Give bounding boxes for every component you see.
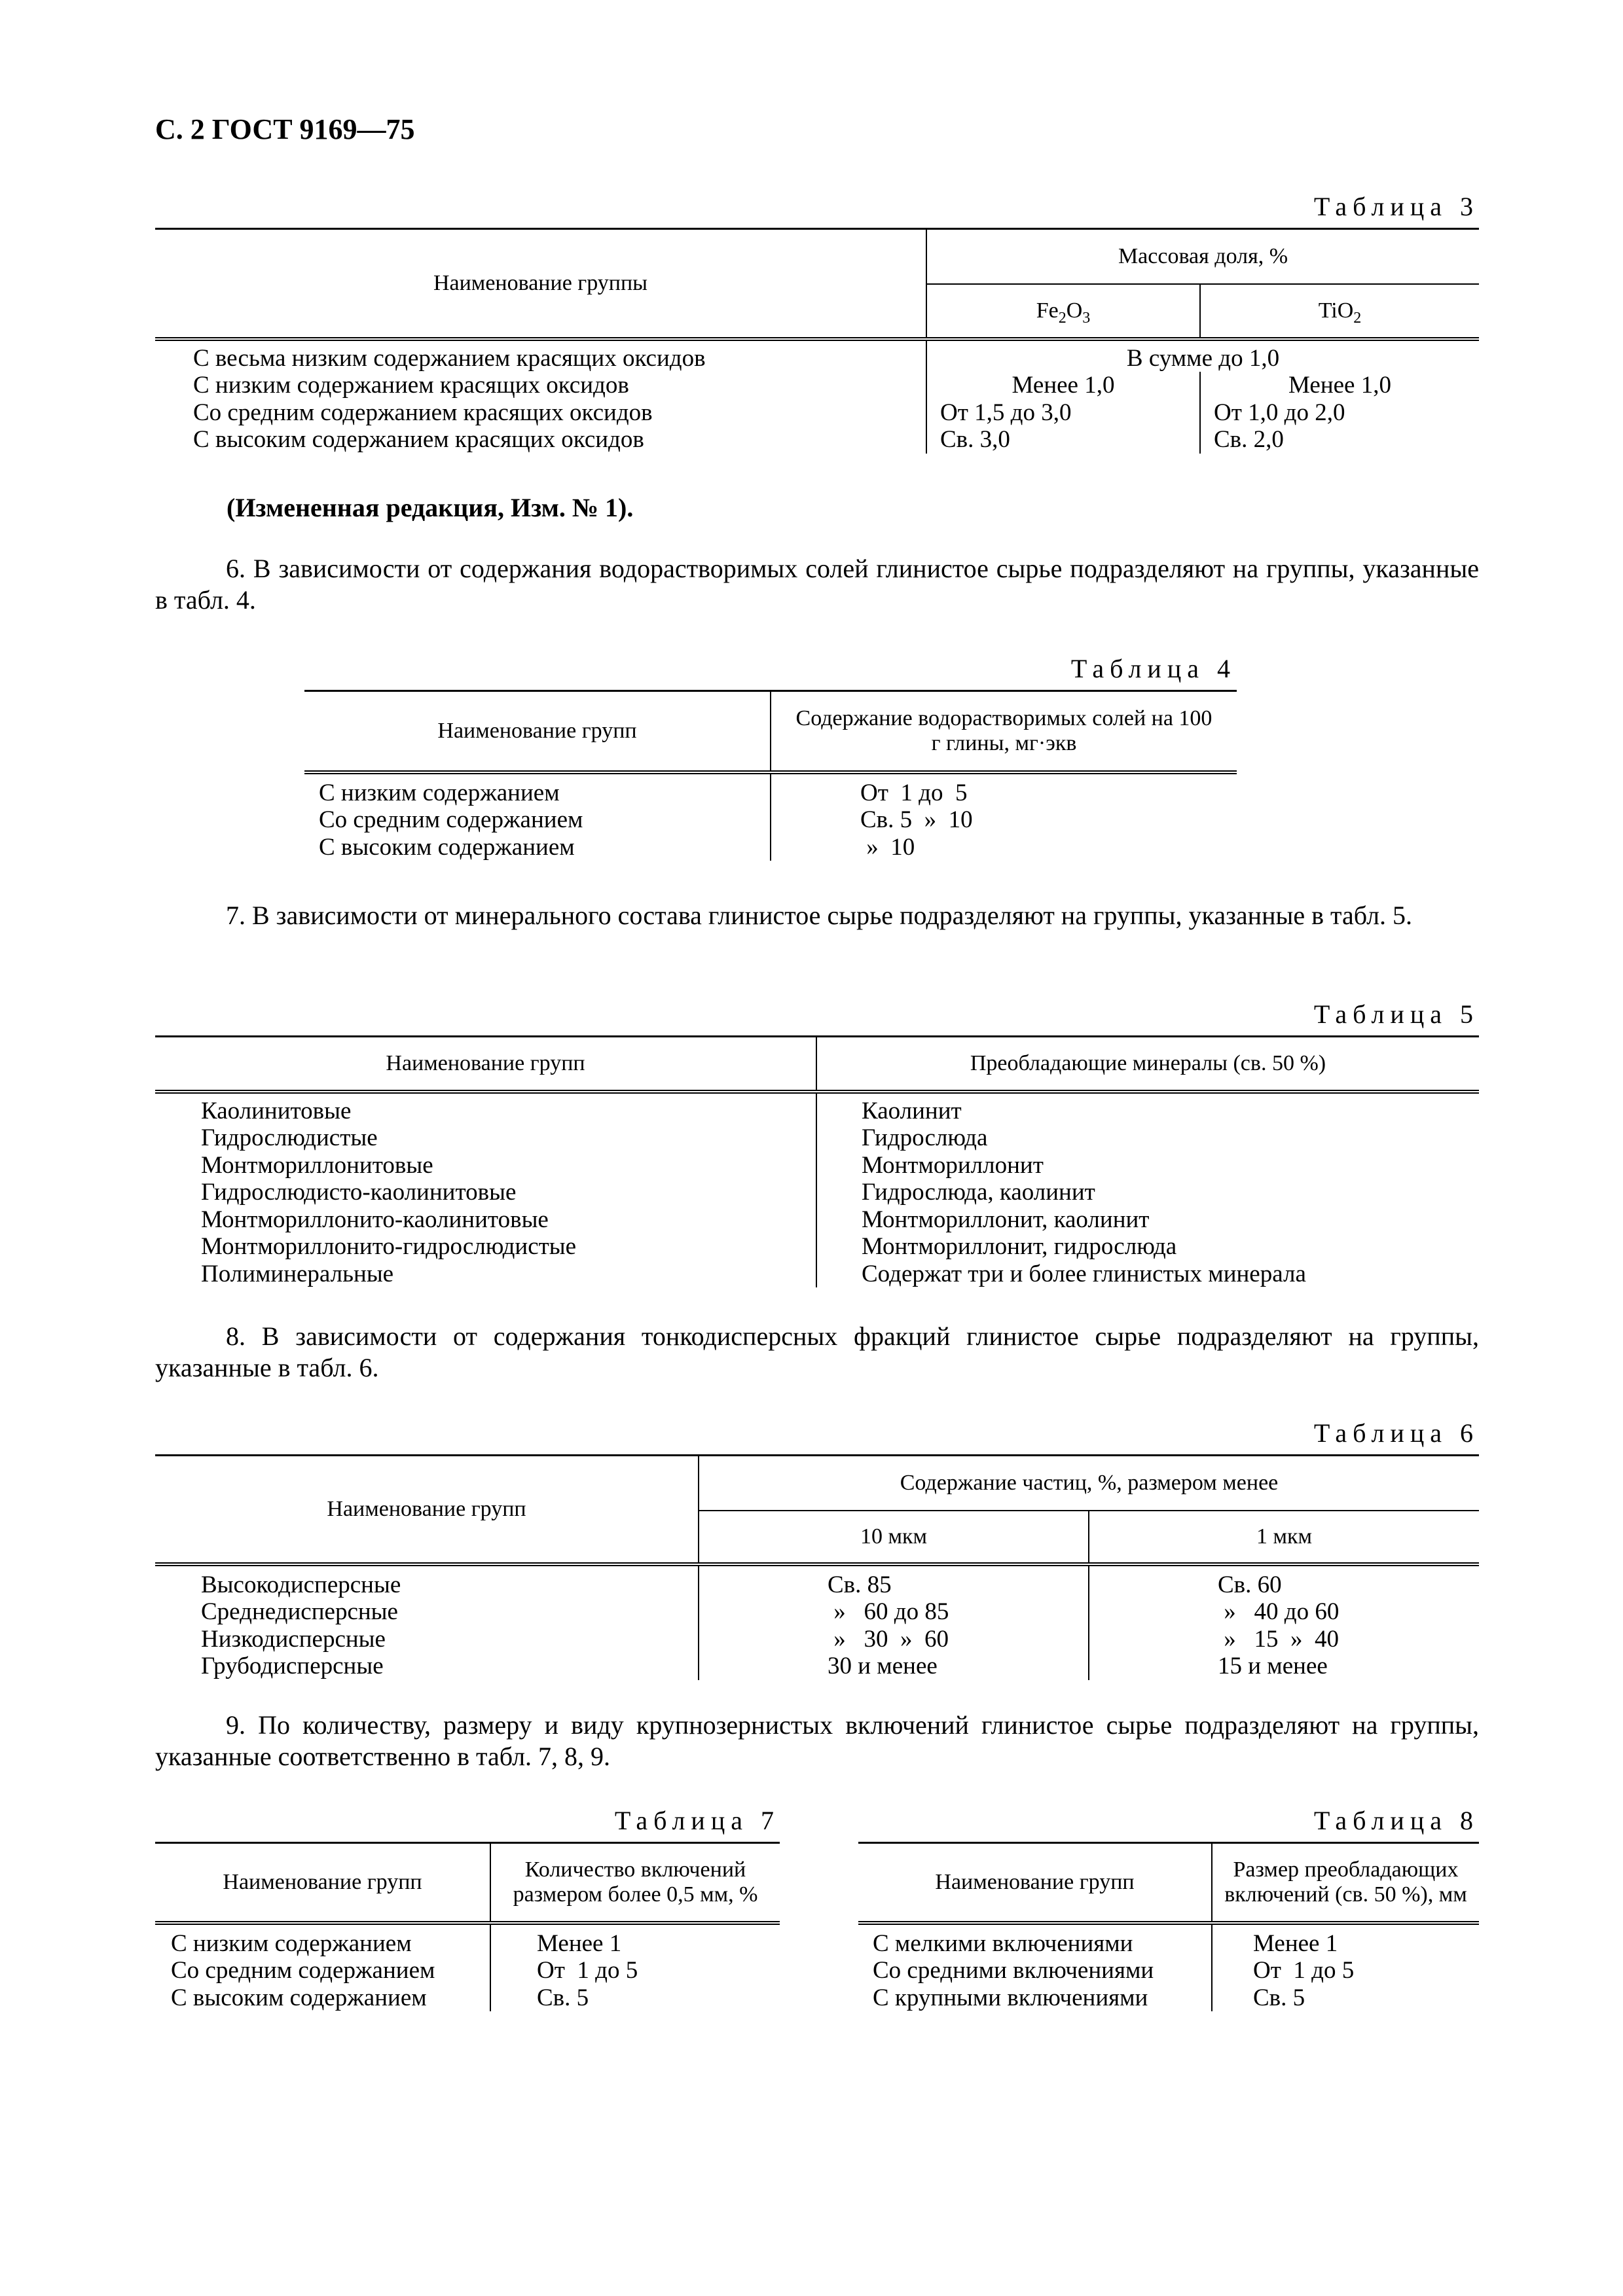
page-header: С. 2 ГОСТ 9169—75: [155, 113, 415, 145]
table5-row5-name: Монтмориллонито-каолинитовые: [155, 1206, 816, 1234]
table-row: [155, 1984, 780, 2012]
table-row: [155, 1206, 1479, 1234]
table8-head-name: Наименование групп: [858, 1843, 1212, 1923]
table3-row2-name: С низким содержанием красящих оксидов: [155, 372, 926, 399]
table8-head-value: Размер преобладающих включений (св. 50 %), мм: [1212, 1843, 1479, 1923]
table7-row1-value: Менее 1: [537, 1929, 622, 1957]
table-row: [155, 1957, 780, 1984]
table5-row3-name: Монтмориллонитовые: [155, 1152, 816, 1179]
table3-row4-fe: Св. 3,0: [926, 426, 1200, 454]
table-row: [155, 1124, 1479, 1152]
table6-row1-v10: Св. 85: [699, 1564, 1089, 1599]
table-row: [858, 1957, 1479, 1984]
table7-row2-name: Со средним содержанием: [155, 1957, 490, 1984]
table5-row4-value: Гидрослюда, каолинит: [862, 1179, 1095, 1206]
table4-row3-value: » 10: [860, 833, 915, 861]
table3-head-fe2o3: $Fe_2O_3$: [926, 284, 1200, 339]
table7-head-name: Наименование групп: [155, 1843, 490, 1923]
paragraph-7: 7. В зависимости от минерального состава глинистое сырье подразделяют на группы, указанные в табл. 5.: [226, 901, 1413, 930]
table6-row2-name: Среднедисперсные: [155, 1598, 699, 1626]
table5-head-value: Преобладающие минералы (св. 50 %): [816, 1037, 1479, 1092]
table6: [155, 1454, 1479, 1680]
table6-row3-v10: » 30 » 60: [699, 1626, 1089, 1653]
table6-head-10: 10 мкм: [699, 1511, 1089, 1564]
table3-caption: Таблица 3: [1313, 192, 1479, 221]
table5-row6-name: Монтмориллонито-гидрослюдистые: [155, 1233, 816, 1261]
table3-row2-fe: Менее 1,0: [926, 372, 1200, 399]
table5-row6-value: Монтмориллонит, гидрослюда: [862, 1233, 1177, 1260]
table-row: [155, 1653, 1479, 1680]
table6-head-group: Содержание частиц, %, размером менее: [699, 1456, 1479, 1511]
table3-row4-name: С высоким содержанием красящих оксидов: [155, 426, 926, 454]
table5-row7-value: Содержат три и более глинистых минерала: [862, 1260, 1306, 1287]
table-row: [155, 1598, 1479, 1626]
table4-row1-name: С низким содержанием: [304, 772, 771, 807]
table7-row2-value: От 1 до 5: [537, 1957, 638, 1984]
table5-row3-value: Монтмориллонит: [862, 1151, 1044, 1179]
table3-row1-merged: В сумме до 1,0: [1126, 344, 1280, 372]
table6-row2-v1: » 40 до 60: [1218, 1598, 1340, 1625]
table5-row2-name: Гидрослюдистые: [155, 1124, 816, 1152]
table-row: [155, 1564, 1479, 1599]
table8: [858, 1842, 1479, 2011]
table6-row4-name: Грубодисперсные: [155, 1653, 699, 1680]
table8-row3-value: Св. 5: [1253, 1984, 1305, 2011]
table-row: [155, 399, 1479, 427]
table6-row2-v10: » 60 до 85: [699, 1598, 1089, 1626]
table4-head-value: Содержание водорастворимых солей на 100 г глины, мг·экв: [771, 691, 1237, 772]
table3: [155, 228, 1479, 454]
table-row: [155, 1261, 1479, 1288]
table-row: [155, 372, 1479, 399]
table8-caption: Таблица 8: [1313, 1806, 1479, 1835]
table4-row1-value: От 1 до 5: [860, 779, 968, 806]
table3-head-group: Наименование группы: [155, 229, 926, 339]
table-row: [155, 1179, 1479, 1206]
table-row: [304, 806, 1237, 834]
table-row: [155, 426, 1479, 454]
table4: [304, 690, 1237, 861]
table7-caption: Таблица 7: [614, 1806, 780, 1835]
paragraph-8: 8. В зависимости от содержания тонкодисперсных фракций глинистое сырье подразделяют на группы, указанные в табл. 6.: [155, 1321, 1479, 1382]
table3-head-mass: Массовая доля, %: [926, 229, 1479, 284]
table5-caption: Таблица 5: [1313, 999, 1479, 1029]
table-row: [304, 772, 1237, 807]
table4-row3-name: С высоким содержанием: [304, 834, 771, 861]
table3-row3-name: Со средним содержанием красящих оксидов: [155, 399, 926, 427]
table6-row1-v1: Св. 60: [1218, 1571, 1282, 1598]
table4-row2-name: Со средним содержанием: [304, 806, 771, 834]
table6-caption: Таблица 6: [1313, 1418, 1479, 1448]
table4-head-name: Наименование групп: [304, 691, 771, 772]
table-row: [304, 834, 1237, 861]
table-row: [155, 339, 1479, 372]
table6-row4-v10: 30 и менее: [699, 1653, 1089, 1680]
table4-caption: Таблица 4: [1070, 654, 1236, 683]
table-row: [858, 1923, 1479, 1958]
table3-note: (Измененная редакция, Изм. № 1).: [227, 493, 634, 522]
table3-row2-ti: Менее 1,0: [1288, 372, 1391, 399]
table3-row4-ti: Св. 2,0: [1214, 426, 1284, 453]
table3-head-tio2: TiO$_2$: [1200, 284, 1479, 339]
table5-row4-name: Гидрослюдисто-каолинитовые: [155, 1179, 816, 1206]
table7-row3-value: Св. 5: [537, 1984, 589, 2011]
paragraph-9: 9. По количеству, размеру и виду крупнозернистых включений глинистое сырье подразделяют на группы, указанные соответственно в табл. 7, 8, 9.: [155, 1710, 1479, 1771]
table5-head-name: Наименование групп: [155, 1037, 816, 1092]
table7-row3-name: С высоким содержанием: [155, 1984, 490, 2012]
table8-row1-value: Менее 1: [1253, 1929, 1338, 1957]
table7-row1-name: С низким содержанием: [155, 1923, 490, 1958]
table6-row4-v1: 15 и менее: [1218, 1653, 1328, 1679]
table3-row1-name: С весьма низким содержанием красящих оксидов: [155, 339, 926, 372]
table7: [155, 1842, 780, 2011]
table8-row1-name: С мелкими включениями: [858, 1923, 1212, 1958]
table5-row1-name: Каолинитовые: [155, 1092, 816, 1125]
table3-row3-ti: От 1,0 до 2,0: [1214, 399, 1345, 426]
table-row: [155, 1092, 1479, 1125]
table6-head-name: Наименование групп: [155, 1456, 699, 1564]
table5-row5-value: Монтмориллонит, каолинит: [862, 1206, 1150, 1233]
table-row: [155, 1233, 1479, 1261]
table-row: [858, 1984, 1479, 2012]
table4-row2-value: Св. 5 » 10: [860, 806, 973, 833]
table5-row7-name: Полиминеральные: [155, 1261, 816, 1288]
table5-row1-value: Каолинит: [862, 1097, 962, 1124]
table-row: [155, 1923, 780, 1958]
table6-row3-v1: » 15 » 40: [1218, 1625, 1339, 1653]
table5-row2-value: Гидрослюда: [862, 1124, 988, 1151]
table7-head-value: Количество включений размером более 0,5 мм, %: [490, 1843, 780, 1923]
table6-head-1: 1 мкм: [1089, 1511, 1479, 1564]
table6-row1-name: Высокодисперсные: [155, 1564, 699, 1599]
table3-row3-fe: От 1,5 до 3,0: [926, 399, 1200, 427]
table6-row3-name: Низкодисперсные: [155, 1626, 699, 1653]
table8-row2-name: Со средними включениями: [858, 1957, 1212, 1984]
table5: [155, 1035, 1479, 1287]
table-row: [155, 1626, 1479, 1653]
table8-row3-name: С крупными включениями: [858, 1984, 1212, 2012]
table8-row2-value: От 1 до 5: [1253, 1957, 1355, 1984]
table-row: [155, 1152, 1479, 1179]
paragraph-6: 6. В зависимости от содержания водорастворимых солей глинистое сырье подразделяют на группы, указанные в табл. 4.: [155, 554, 1479, 615]
